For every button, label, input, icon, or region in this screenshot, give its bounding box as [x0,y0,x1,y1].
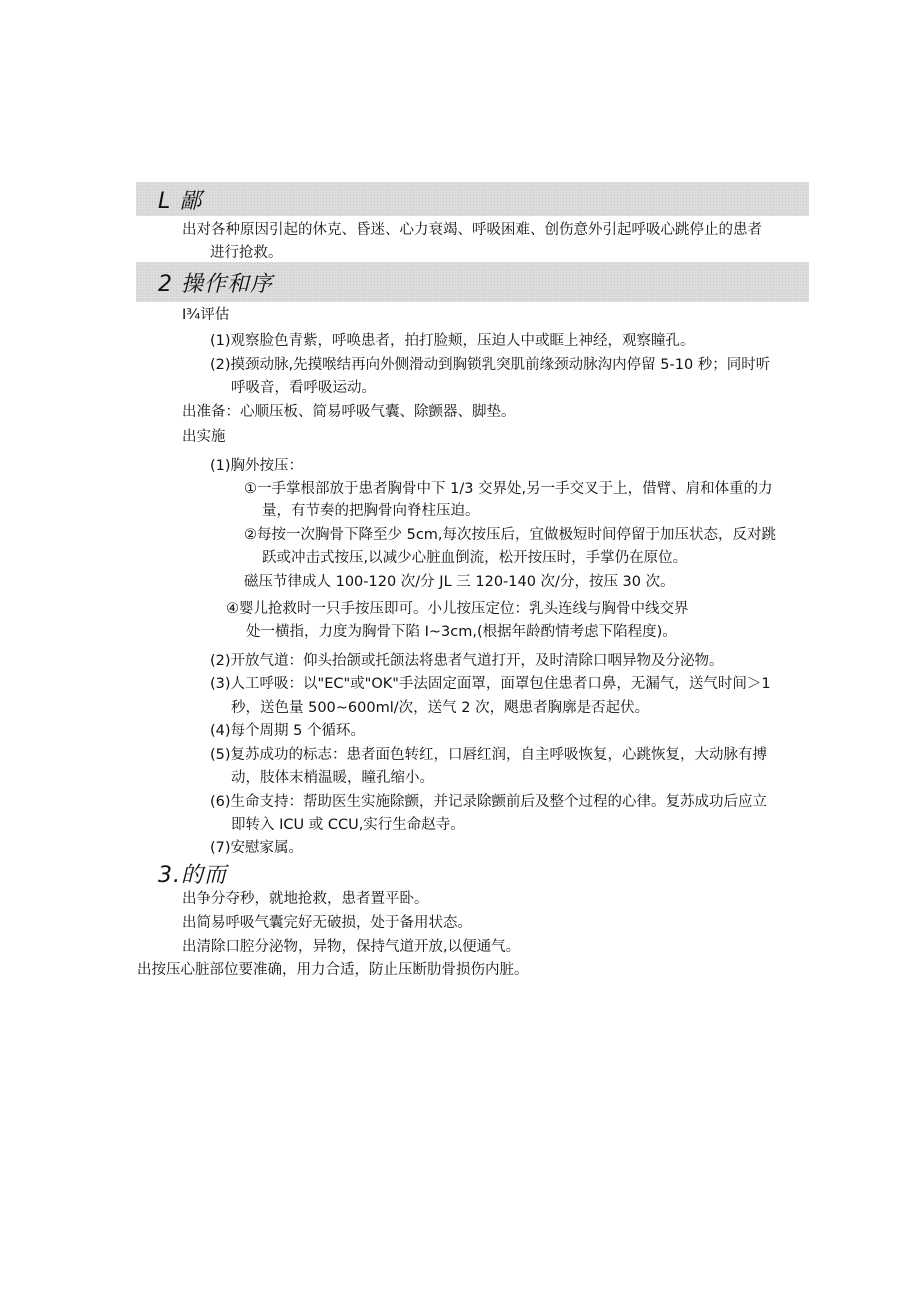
section-heading-procedure: 2 操作和序 [158,272,273,297]
note-line-1: 出争分夺秒，就地抢救，患者置平卧。 [182,891,429,907]
step1-sub-a-line-2: 量，有节奏的把胸骨向脊柱压迫。 [262,503,480,519]
section-band-1 [136,182,809,216]
step3-line-1: (3)人工呼吸：以"EC"或"OK"手法固定面罩，面罩包住患者口鼻，无漏气，送气时间＞1 [210,676,771,692]
implement-title: 出实施 [182,429,226,445]
step5-line-1: (5)复苏成功的标志：患者面色转红，口唇红润，自主呼吸恢复，心跳恢复，大动脉有搏 [210,747,768,763]
step1-sub-b-line-2: 跃或冲击式按压,以减少心脏血倒流，松开按压时，手掌仍在原位。 [262,550,688,566]
step1-sub-a-line-1: ①一手掌根部放于患者胸骨中下 1/3 交界处,另一手交叉于上，借臂、肩和体重的力 [244,481,773,497]
step4: (4)每个周期 5 个循环。 [210,723,365,739]
step7: (7)安慰家属。 [210,840,304,856]
section-heading-notes: 3.的而 [158,863,227,888]
step1-sub-c-line-2: 处一横指，力度为胸骨下陷 I~3cm,(根据年龄酌情考虑下陷程度)。 [246,624,677,640]
step2: (2)开放气道：仰头抬颌或托颌法将患者气道打开，及时清除口咽异物及分泌物。 [210,653,724,669]
note-line-4: 出按压心脏部位要准确，用力合适，防止压断肋骨损伤内脏。 [137,962,529,978]
step6-line-2: 即转入 ICU 或 CCU,实行生命赵寺。 [231,817,465,833]
step1-sub-b-line-1: ②每按一次胸骨下降至少 5cm,每次按压后，宜做极短时间停留于加压状态，反对跳 [244,527,777,543]
section-heading-purpose: L 鄙 [158,189,203,214]
note-line-3: 出清除口腔分泌物，异物，保持气道开放,以便通气。 [182,939,521,955]
step1-title: (1)胸外按压： [210,458,304,474]
purpose-line-1: 出对各种原因引起的休克、昏迷、心力衰竭、呼吸困难、创伤意外引起呼吸心跳停止的患者 [182,222,762,238]
assess-item-2-line-2: 呼吸音，看呼吸运动。 [231,380,376,396]
assess-item-2-line-1: (2)摸颈动脉,先摸喉结再向外侧滑动到胸锁乳突肌前缘颈动脉沟内停留 5-10 秒；同时听 [210,357,771,373]
assess-title: I¾评估 [182,307,230,323]
note-line-2: 出简易呼吸气囊完好无破损，处于备用状态。 [182,915,472,931]
prepare-line: 出准备：心顺压板、简易呼吸气囊、除颤器、脚垫。 [182,404,516,420]
step6-line-1: (6)生命支持：帮助医生实施除颤，并记录除颤前后及整个过程的心律。复苏成功后应立 [210,794,768,810]
step1-rate: 磁压节律成人 100-120 次/分 JL 三 120-140 次/分，按压 30 次。 [244,574,675,590]
step5-line-2: 动，肢体末梢温暖，瞳孔缩小。 [231,770,434,786]
step1-sub-c-line-1: ④婴儿抢救时一只手按压即可。小儿按压定位：乳头连线与胸骨中线交界 [226,601,689,617]
purpose-line-2: 进行抢救。 [210,245,283,261]
assess-item-1: (1)观察脸色青紫，呼唤患者，拍打脸颊，压迫人中或眶上神经，观察瞳孔。 [210,333,695,349]
step3-line-2: 秒，送色量 500~600ml/次，送气 2 次，飓患者胸廓是否起伏。 [231,700,650,716]
